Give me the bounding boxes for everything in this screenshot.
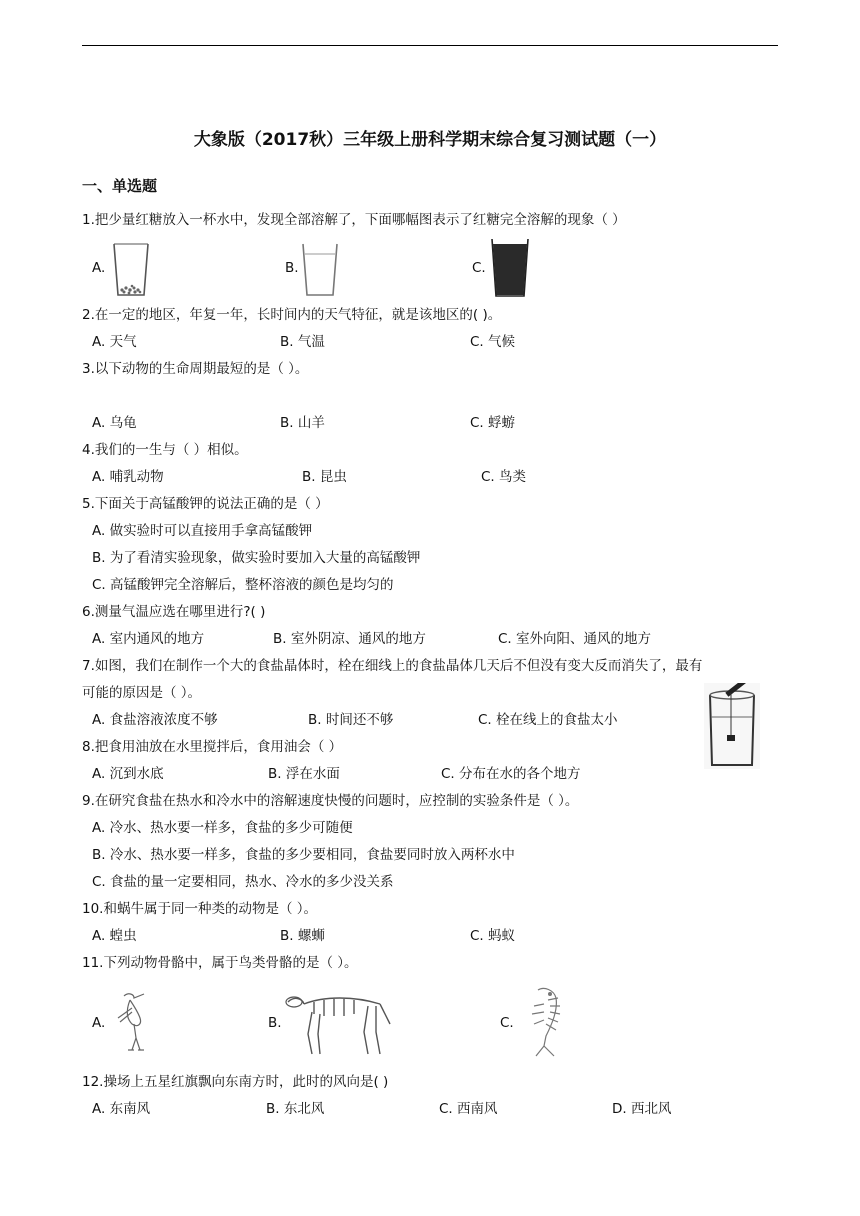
q11-option-b[interactable]: B. (268, 1015, 282, 1031)
q3-option-a[interactable]: A. 乌龟 (92, 415, 137, 431)
q2-option-b[interactable]: B. 气温 (280, 334, 325, 350)
q11-option-c[interactable]: C. (500, 1015, 514, 1031)
q10-option-b[interactable]: B. 螺蛳 (280, 928, 325, 944)
q6-option-a[interactable]: A. 室内通风的地方 (92, 631, 205, 647)
q6-option-b[interactable]: B. 室外阴凉、通风的地方 (273, 631, 426, 647)
q2-option-c[interactable]: C. 气候 (470, 334, 516, 350)
beaker-crystal-icon (704, 683, 760, 769)
q6-option-c[interactable]: C. 室外向阳、通风的地方 (498, 631, 652, 647)
bird-skeleton-icon (104, 988, 164, 1058)
q12-option-d[interactable]: D. 西北风 (612, 1101, 672, 1117)
q12-option-b[interactable]: B. 东北风 (266, 1101, 325, 1117)
header-rule (82, 45, 778, 46)
question-8: 8.把食用油放在水里搅拌后，食用油会（ ） (82, 739, 343, 755)
question-12: 12.操场上五星红旗飘向东南方时，此时的风向是( ) (82, 1074, 389, 1090)
q1-option-c[interactable]: C. (472, 260, 486, 276)
q4-option-c[interactable]: C. 鸟类 (481, 469, 527, 485)
mammal-skeleton-icon (284, 988, 394, 1060)
clear-cup-icon (301, 240, 339, 298)
q11-option-a[interactable]: A. (92, 1015, 106, 1031)
q5-option-a[interactable]: A. 做实验时可以直接用手拿高锰酸钾 (92, 523, 313, 539)
q8-option-c[interactable]: C. 分布在水的各个地方 (441, 766, 581, 782)
question-10: 10.和蜗牛属于同一种类的动物是（ ）。 (82, 901, 318, 917)
q12-option-a[interactable]: A. 东南风 (92, 1101, 151, 1117)
fish-skeleton-icon (514, 984, 574, 1060)
q12-option-c[interactable]: C. 西南风 (439, 1101, 498, 1117)
q2-option-a[interactable]: A. 天气 (92, 334, 137, 350)
question-7-continued: 可能的原因是（ ）。 (82, 685, 202, 701)
q7-option-b[interactable]: B. 时间还不够 (308, 712, 394, 728)
question-11: 11.下列动物骨骼中，属于鸟类骨骼的是（ ）。 (82, 955, 358, 971)
cup-with-sugar-icon (112, 240, 150, 298)
q10-option-a[interactable]: A. 蝗虫 (92, 928, 137, 944)
q10-option-c[interactable]: C. 蚂蚁 (470, 928, 516, 944)
question-6: 6.测量气温应选在哪里进行?( ) (82, 604, 266, 620)
question-2: 2.在一定的地区，年复一年，长时间内的天气特征，就是该地区的( )。 (82, 307, 502, 323)
question-7: 7.如图，我们在制作一个大的食盐晶体时，栓在细线上的食盐晶体几天后不但没有变大反而消失了，最有 (82, 658, 703, 674)
q7-option-c[interactable]: C. 栓在线上的食盐太小 (478, 712, 618, 728)
question-5: 5.下面关于高锰酸钾的说法正确的是（ ） (82, 496, 329, 512)
question-3: 3.以下动物的生命周期最短的是（ ）。 (82, 361, 309, 377)
q4-option-a[interactable]: A. 哺乳动物 (92, 469, 164, 485)
q9-option-a[interactable]: A. 冷水、热水要一样多，食盐的多少可随便 (92, 820, 353, 836)
q3-option-b[interactable]: B. 山羊 (280, 415, 325, 431)
dark-filled-cup-icon (490, 236, 530, 298)
question-4: 4.我们的一生与（ ）相似。 (82, 442, 248, 458)
q5-option-c[interactable]: C. 高锰酸钾完全溶解后，整杯溶液的颜色是均匀的 (92, 577, 394, 593)
q4-option-b[interactable]: B. 昆虫 (302, 469, 347, 485)
q9-option-b[interactable]: B. 冷水、热水要一样多，食盐的多少要相同，食盐要同时放入两杯水中 (92, 847, 515, 863)
q1-option-a[interactable]: A. (92, 260, 106, 276)
q5-option-b[interactable]: B. 为了看清实验现象，做实验时要加入大量的高锰酸钾 (92, 550, 421, 566)
q8-option-a[interactable]: A. 沉到水底 (92, 766, 164, 782)
section-heading: 一、单选题 (82, 177, 158, 195)
page-title: 大象版（2017秋）三年级上册科学期末综合复习测试题（一） (193, 130, 667, 150)
q7-option-a[interactable]: A. 食盐溶液浓度不够 (92, 712, 218, 728)
q1-option-b[interactable]: B. (285, 260, 299, 276)
q8-option-b[interactable]: B. 浮在水面 (268, 766, 340, 782)
question-9: 9.在研究食盐在热水和冷水中的溶解速度快慢的问题时，应控制的实验条件是（ ）。 (82, 793, 579, 809)
q9-option-c[interactable]: C. 食盐的量一定要相同，热水、冷水的多少没关系 (92, 874, 394, 890)
question-1: 1.把少量红糖放入一杯水中，发现全部溶解了，下面哪幅图表示了红糖完全溶解的现象（ ） (82, 212, 626, 228)
q3-option-c[interactable]: C. 蜉蝣 (470, 415, 516, 431)
